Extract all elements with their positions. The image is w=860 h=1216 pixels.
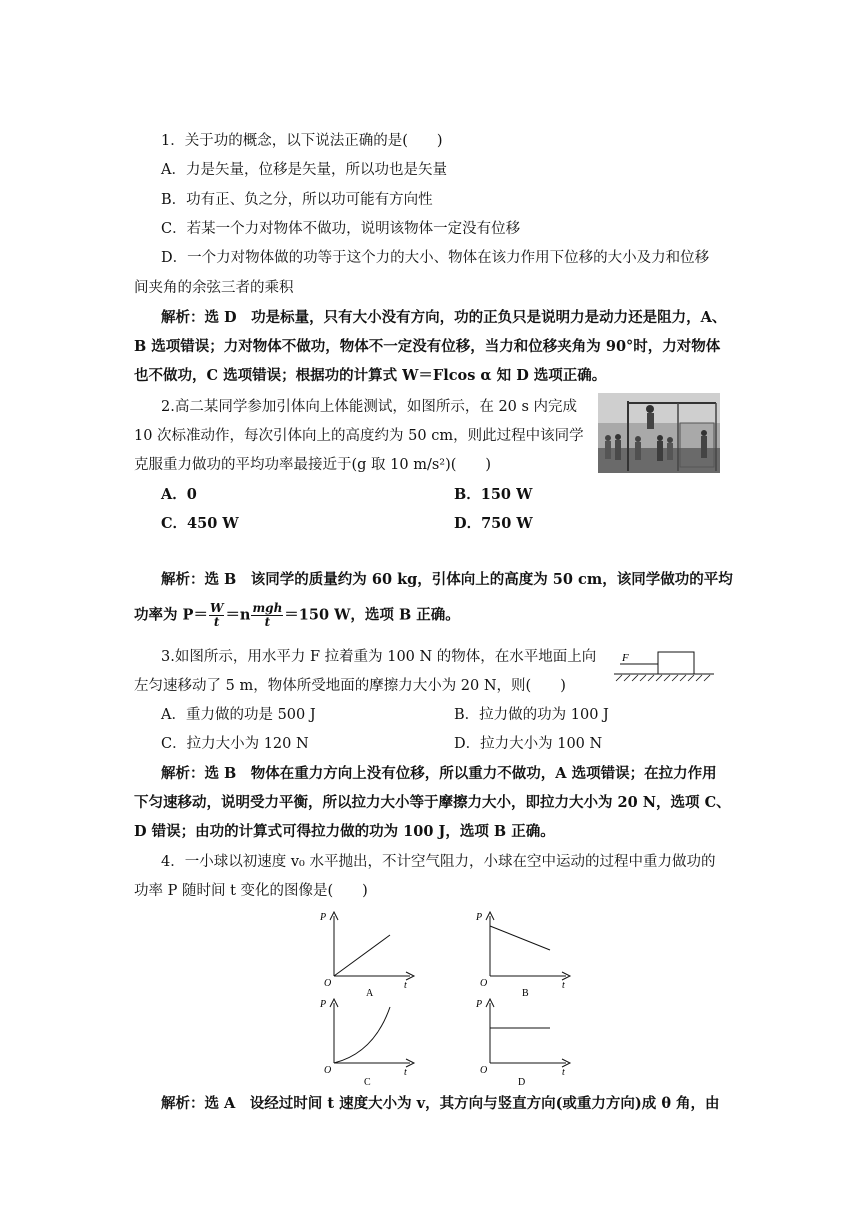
q2-option-a: A．0 (161, 486, 197, 503)
graph-c (318, 995, 418, 1087)
q3-stem-1: 3.如图所示，用水平力 F 拉着重为 100 N 的物体，在水平地面上向 (161, 649, 597, 665)
graph-label: C (364, 1077, 371, 1087)
q1-stem: 1．关于功的概念，以下说法正确的是( ) (161, 133, 443, 149)
origin-label: O (324, 1065, 332, 1076)
q3-analysis-1: 解析：选 B 物体在重力方向上没有位移，所以重力不做功，A 选项错误；在拉力作用 (161, 765, 717, 782)
q3-option-b: B．拉力做的功为 100 J (454, 707, 609, 723)
pull-up-photo (598, 393, 720, 473)
q4-stem-1: 4．一小球以初速度 v₀ 水平抛出，不计空气阻力，小球在空中运动的过程中重力做功的 (161, 854, 716, 870)
curve-line (334, 1007, 390, 1063)
origin-label: O (480, 1065, 488, 1076)
curve-line (334, 935, 390, 976)
curve-line (490, 926, 550, 950)
q2-analysis-suffix: ＝150 W，选项 B 正确。 (284, 606, 460, 624)
x-axis-label: t (562, 980, 565, 991)
q3-analysis-3: D 错误；由功的计算式可得拉力做的功为 100 J，选项 B 正确。 (134, 823, 555, 840)
q1-option-d: D．一个力对物体做的功等于这个力的大小、物体在该力作用下位移的大小及力和位移 (161, 250, 710, 266)
ground-hatch (616, 675, 710, 681)
y-axis-label: P (476, 999, 483, 1010)
q2-option-d: D．750 W (454, 515, 533, 532)
fraction-denominator: t (264, 615, 271, 629)
fraction-numerator: mgh (252, 601, 283, 615)
q1-option-b: B．功有正、负之分，所以功可能有方向性 (161, 192, 433, 208)
block (658, 652, 694, 674)
fraction-denominator: t (213, 615, 220, 629)
q2-stem-1: 2.高二某同学参加引体向上体能测试，如图所示，在 20 s 内完成 (161, 399, 578, 415)
q3-analysis-2: 下匀速移动，说明受力平衡，所以拉力大小等于摩擦力大小，即拉力大小为 20 N，选项 C、 (134, 794, 731, 811)
force-label: F (622, 652, 629, 664)
origin-label: O (480, 978, 488, 989)
q2-option-b: B．150 W (454, 486, 533, 503)
q1-option-d-cont: 间夹角的余弦三者的乘积 (134, 280, 294, 296)
y-axis-label: P (320, 999, 327, 1010)
x-axis-label: t (562, 1067, 565, 1078)
q3-stem-2: 左匀速移动了 5 m，物体所受地面的摩擦力大小为 20 N，则( ) (134, 678, 566, 694)
q3-option-c: C．拉力大小为 120 N (161, 736, 309, 752)
origin-label: O (324, 978, 332, 989)
x-axis-label: t (404, 980, 407, 991)
q3-option-a: A．重力做的功是 500 J (161, 707, 316, 723)
q2-analysis-mid: ＝n (225, 606, 251, 624)
fraction-w-over-t (209, 602, 224, 629)
fraction-numerator: W (209, 601, 224, 615)
q1-analysis-3: 也不做功，C 选项错误；根据功的计算式 W＝Flcos α 知 D 选项正确。 (134, 367, 607, 384)
x-axis-label: t (404, 1067, 407, 1078)
q1-analysis-2: B 选项错误；力对物体不做功，物体不一定没有位移，当力和位移夹角为 90°时，力对物体 (134, 338, 721, 355)
q2-analysis-1: 解析：选 B 该同学的质量约为 60 kg，引体向上的高度为 50 cm，该同学做功的平均 (161, 571, 733, 588)
graph-label: D (518, 1077, 526, 1087)
q2-analysis-2 (134, 602, 460, 629)
graph-b (474, 908, 574, 998)
graph-d (474, 995, 574, 1087)
q1-option-c: C．若某一个力对物体不做功，说明该物体一定没有位移 (161, 221, 521, 237)
y-axis-label: P (320, 912, 327, 923)
y-axis-label: P (476, 912, 483, 923)
q2-stem-3: 克服重力做功的平均功率最接近于(g 取 10 m/s²)( ) (134, 457, 492, 473)
graph-a (318, 908, 418, 998)
q3-option-d: D．拉力大小为 100 N (454, 736, 603, 752)
q1-option-a: A．力是矢量，位移是矢量，所以功也是矢量 (161, 162, 447, 178)
block-force-figure (610, 645, 716, 685)
q4-stem-2: 功率 P 随时间 t 变化的图像是( ) (134, 883, 368, 899)
q2-stem-2: 10 次标准动作，每次引体向上的高度约为 50 cm，则此过程中该同学 (134, 428, 584, 444)
q2-option-c: C．450 W (161, 515, 239, 532)
fraction-mgh-over-t (251, 602, 283, 629)
graph-label: A (366, 988, 374, 998)
q2-analysis-prefix: 功率为 P＝ (134, 606, 208, 624)
q4-analysis: 解析：选 A 设经过时间 t 速度大小为 v，其方向与竖直方向(或重力方向)成 θ 角，由 (161, 1095, 720, 1112)
q1-analysis-1: 解析：选 D 功是标量，只有大小没有方向，功的正负只是说明力是动力还是阻力，A、 (161, 309, 727, 326)
graph-label: B (522, 988, 529, 998)
